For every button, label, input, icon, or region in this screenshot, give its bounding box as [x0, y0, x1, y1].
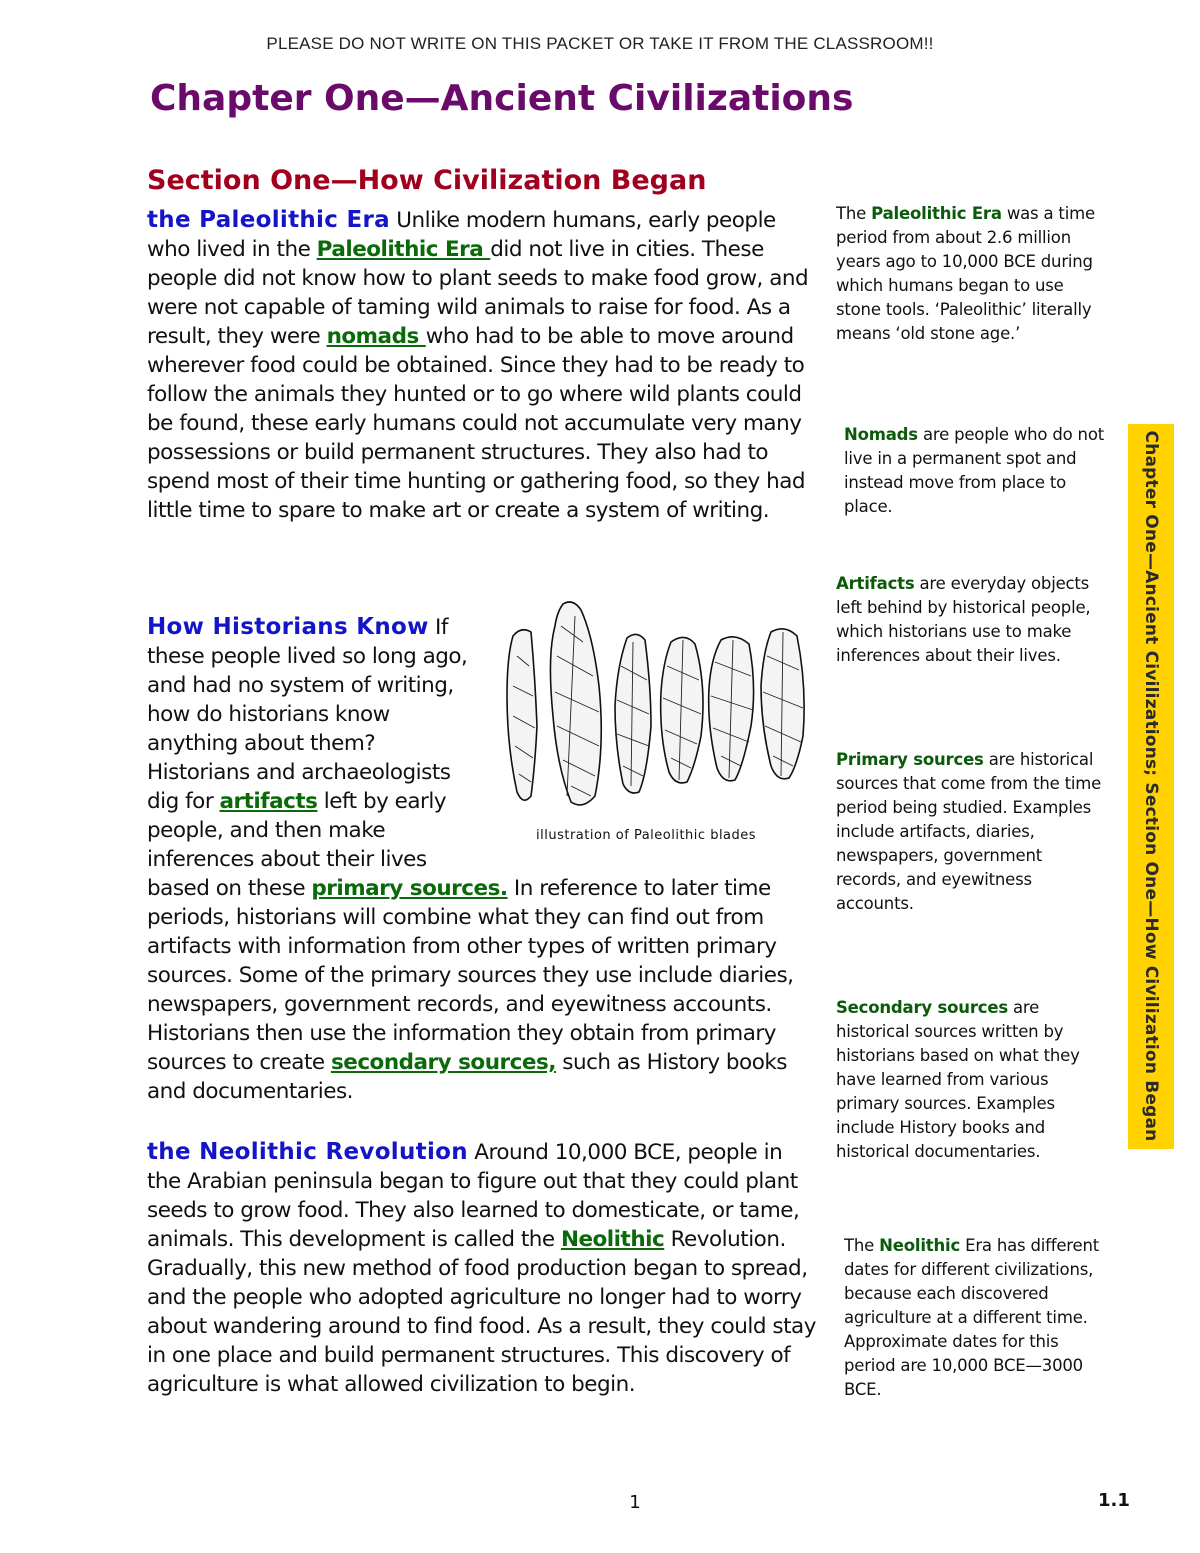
historians-heading: How Historians Know: [147, 614, 429, 640]
chapter-title: Chapter One—Ancient Civilizations: [150, 78, 854, 119]
term-artifacts: artifacts: [219, 789, 318, 814]
blade-2: [550, 602, 601, 805]
paleolithic-heading: the Paleolithic Era: [147, 207, 390, 233]
figure-caption: illustration of Paleolithic blades: [536, 828, 757, 843]
note-text: are historical sources that come from the time period being studied. Examples include artifacts, diaries, newspapers, government records, and eyewitness accounts.: [836, 750, 1102, 913]
note-text: was a time period from about 2.6 million years ago to 10,000 BCE during which humans began to use stone tools. ‘Paleolithic’ literally means ‘old stone age.’: [836, 204, 1095, 343]
note-text: are historical sources written by historians based on what they have learned from various primary sources. Examples include History books and historical documentaries.: [836, 998, 1080, 1161]
sidebar-note-neolithic: [844, 1234, 1106, 1402]
paragraph-text: Unlike modern humans, early people who lived in the: [147, 208, 776, 262]
sidebar-note-nomads: [844, 423, 1106, 519]
sidebar-note-secondary-sources: [836, 996, 1106, 1164]
term-nomads: nomads: [326, 324, 426, 349]
sidebar-note-artifacts: [836, 572, 1106, 668]
paragraph-text: such as History books and documentaries.: [147, 1050, 788, 1104]
paragraph-text: Around 10,000 BCE, people in the Arabian peninsula began to figure out that they could plant seeds to grow food. They also learned to domesticate, or tame, animals. This development is called the: [147, 1140, 800, 1252]
note-term: Primary sources: [836, 750, 984, 769]
paragraph-text: If these people lived so long ago, and had no system of writing, how do historians know anything about them? Historians and archaeologists dig for: [147, 615, 468, 814]
note-term: Nomads: [844, 425, 918, 444]
paragraph-text: who had to be able to move around wherever food could be obtained. Since they had to be ready to follow the animals they hunted or to go where wild plants could be found, these early humans could not accumulate very many possessions or build permanent structures. They also had to spend most of their time hunting or gathering food, so they had little time to spare to make art or create a system of writing.: [147, 324, 806, 523]
note-text: Era has different dates for different civilizations, because each discovered agriculture at a different time. Approximate dates for this period are 10,000 BCE—3000 BCE.: [844, 1236, 1100, 1399]
term-primary-sources: primary sources.: [311, 876, 508, 901]
chapter-side-tab: [1128, 424, 1174, 1149]
section-title: Section One—How Civilization Began: [147, 165, 707, 196]
note-text: The: [836, 204, 872, 223]
page-number: 1: [629, 1492, 641, 1513]
term-paleolithic-era: Paleolithic Era: [316, 237, 491, 262]
classroom-notice: PLEASE DO NOT WRITE ON THIS PACKET OR TAKE IT FROM THE CLASSROOM!!: [266, 34, 934, 53]
neolithic-heading: the Neolithic Revolution: [147, 1139, 468, 1165]
term-neolithic: Neolithic: [560, 1227, 665, 1252]
paragraph-text: left by early people, and then make inferences about their lives based on these: [147, 789, 447, 901]
term-secondary-sources: secondary sources,: [330, 1050, 556, 1075]
paragraph-text: did not live in cities. These people did not know how to plant seeds to make food grow, and were not capable of taming wild animals to raise for food. As a result, they were: [147, 237, 809, 349]
section-page-ref: 1.1: [1098, 1490, 1130, 1511]
note-term: Neolithic: [879, 1236, 961, 1255]
paragraph-text: In reference to later time periods, historians will combine what they can find out from artifacts with information from other types of written primary sources. Some of the primary sources they use include diaries, newspapers, government records, and eyewitness accounts. Historians then use the information they obtain from primary sources to create: [147, 876, 794, 1075]
sidebar-note-paleolithic: [836, 202, 1106, 346]
note-term: Secondary sources: [836, 998, 1008, 1017]
sidebar-note-primary-sources: [836, 748, 1106, 916]
note-text: are everyday objects left behind by historical people, which historians use to make inferences about their lives.: [836, 574, 1091, 665]
blade-1: [507, 630, 537, 800]
note-text: The: [844, 1236, 880, 1255]
paragraph-text: Revolution. Gradually, this new method of food production began to spread, and the people who adopted agriculture no longer had to worry about wandering around to find food. As a result, they could stay in one place and build permanent structures. This discovery of agriculture is what allowed civilization to begin.: [147, 1227, 816, 1397]
note-term: Artifacts: [836, 574, 915, 593]
paleolithic-paragraph: [147, 206, 822, 525]
neolithic-paragraph: [147, 1138, 822, 1399]
note-term: Paleolithic Era: [871, 204, 1002, 223]
paleolithic-blades-illustration: [495, 596, 815, 818]
note-text: are people who do not live in a permanent spot and instead move from place to place.: [844, 425, 1104, 516]
side-tab-label: Chapter One—Ancient Civilizations; Section One—How Civilization Began: [1141, 430, 1161, 1142]
blade-4: [661, 637, 703, 782]
